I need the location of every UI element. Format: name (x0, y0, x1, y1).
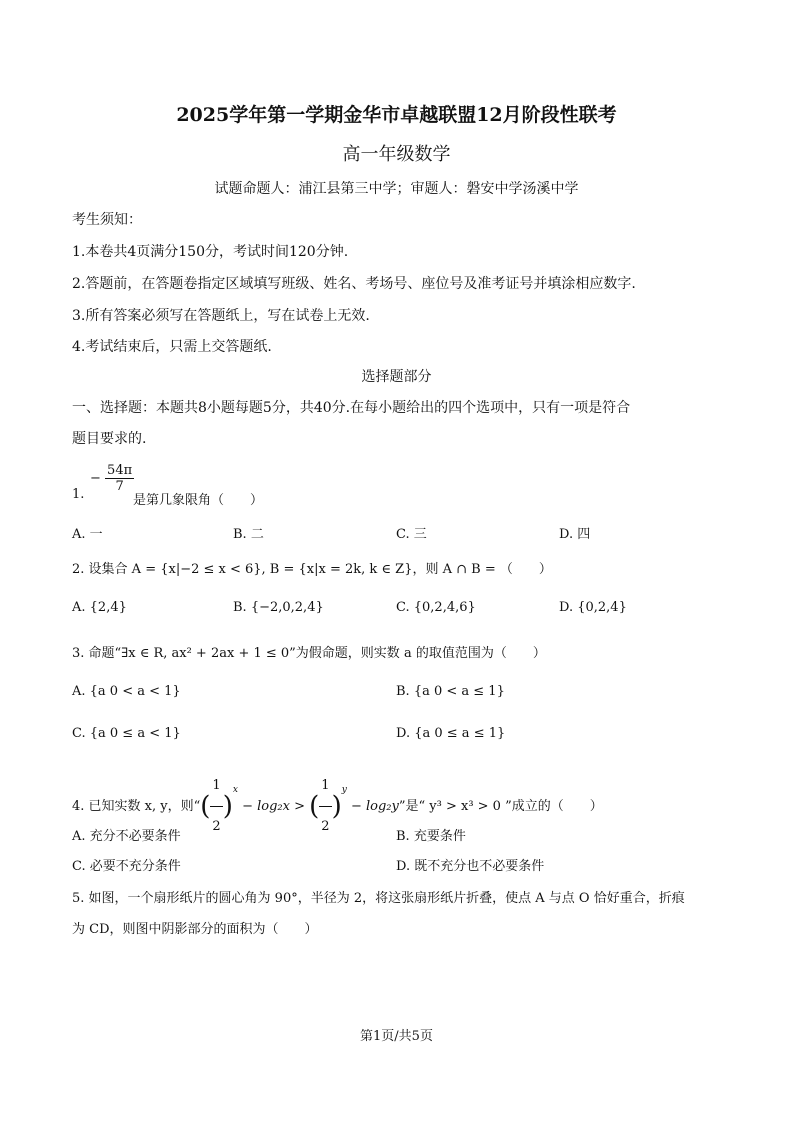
q1-fraction (105, 463, 134, 494)
q4-option-d: D. 既不充分也不必要条件 (396, 859, 545, 874)
q3-option-d: D. {a 0 ≤ a ≤ 1} (396, 726, 506, 741)
q1-option-a: A. 一 (72, 527, 103, 542)
q2-option-c: C. {0,2,4,6} (396, 600, 476, 615)
q2-option-a: A. {2,4} (72, 600, 127, 615)
q4-paren-open-1: ( (200, 791, 211, 822)
q3-option-c: C. {a 0 ≤ a < 1} (72, 726, 181, 741)
q4-mid1: − log₂x > (242, 799, 305, 814)
q1-minus: − (90, 471, 101, 486)
q1-expression (90, 463, 134, 494)
section-instruction-2: 题目要求的. (72, 431, 147, 447)
q2-option-d: D. {0,2,4} (559, 600, 627, 615)
exam-title: 2025学年第一学期金华市卓越联盟12月阶段性联考 (176, 104, 617, 126)
notice-item-4: 4.考试结束后，只需上交答题纸. (72, 339, 272, 355)
q4-option-b: B. 充要条件 (396, 829, 466, 844)
q4-paren-open-2: ( (309, 791, 320, 822)
notice-heading: 考生须知： (72, 212, 142, 228)
q3-text: 3. 命题“∃x ∈ R, ax² + 2ax + 1 ≤ 0”为假命题，则实数 a 的取值范围为（ ） (72, 646, 546, 661)
notice-item-1: 1.本卷共4页满分150分，考试时间120分钟. (72, 244, 349, 260)
q1-text: 是第几象限角（ ） (133, 493, 264, 508)
q1-number: 1. (72, 487, 85, 502)
q1-frac-num: 54π (107, 463, 133, 478)
q4-half-2-num: 1 (319, 766, 331, 807)
q5-line-2: 为 CD，则图中阴影部分的面积为（ ） (72, 922, 318, 937)
exam-subtitle: 高一年级数学 (342, 144, 451, 165)
q2-option-b: B. {−2,0,2,4} (233, 600, 324, 615)
exam-authors: 试题命题人：浦江县第三中学；审题人：磐安中学汤溪中学 (214, 181, 579, 197)
q4-paren-close-1: ) (222, 791, 233, 822)
q1-option-b: B. 二 (233, 527, 264, 542)
notice-item-3: 3.所有答案必须写在答题纸上，写在试卷上无效. (72, 308, 370, 324)
q5-line-1: 5. 如图，一个扇形纸片的圆心角为 90°，半径为 2，将这张扇形纸片折叠，使点 A 与点 O 恰好重合，折痕 (72, 891, 685, 906)
q3-option-a: A. {a 0 < a < 1} (72, 684, 181, 699)
q4-paren-close-2: ) (331, 791, 342, 822)
q1-option-c: C. 三 (396, 527, 427, 542)
q4-exp-y: y (341, 785, 347, 795)
q4-half-1 (210, 766, 222, 847)
q1-option-d: D. 四 (559, 527, 591, 542)
q2-text: 2. 设集合 A = {x|−2 ≤ x < 6}, B = {x|x = 2k, k ∈ Z}，则 A ∩ B = （ ） (72, 562, 552, 577)
section-instruction-1: 一、选择题：本题共8小题每题5分，共40分.在每小题给出的四个选项中，只有一项是符合 (72, 400, 631, 416)
q4-half-2-den: 2 (321, 819, 330, 834)
q4-option-a: A. 充分不必要条件 (72, 829, 181, 844)
q4-prefix: 4. 已知实数 x, y，则“ (72, 799, 201, 814)
q4-suffix: ”是“ y³ > x³ > 0 ”成立的（ ） (398, 799, 603, 814)
q4-half-2 (319, 766, 331, 847)
q4-half-1-num: 1 (210, 766, 222, 807)
q4-half-1-den: 2 (212, 819, 221, 834)
q1-frac-den: 7 (115, 479, 124, 494)
q4-exp-x: x (232, 785, 238, 795)
q4-option-c: C. 必要不充分条件 (72, 859, 181, 874)
page-footer: 第1页/共5页 (360, 1029, 433, 1044)
q4-mid2: − log₂y (350, 799, 399, 814)
q3-option-b: B. {a 0 < a ≤ 1} (396, 684, 505, 699)
notice-item-2: 2.答题前，在答题卷指定区域填写班级、姓名、考场号、座位号及准考证号并填涂相应数字. (72, 276, 636, 292)
section-title: 选择题部分 (361, 369, 432, 385)
